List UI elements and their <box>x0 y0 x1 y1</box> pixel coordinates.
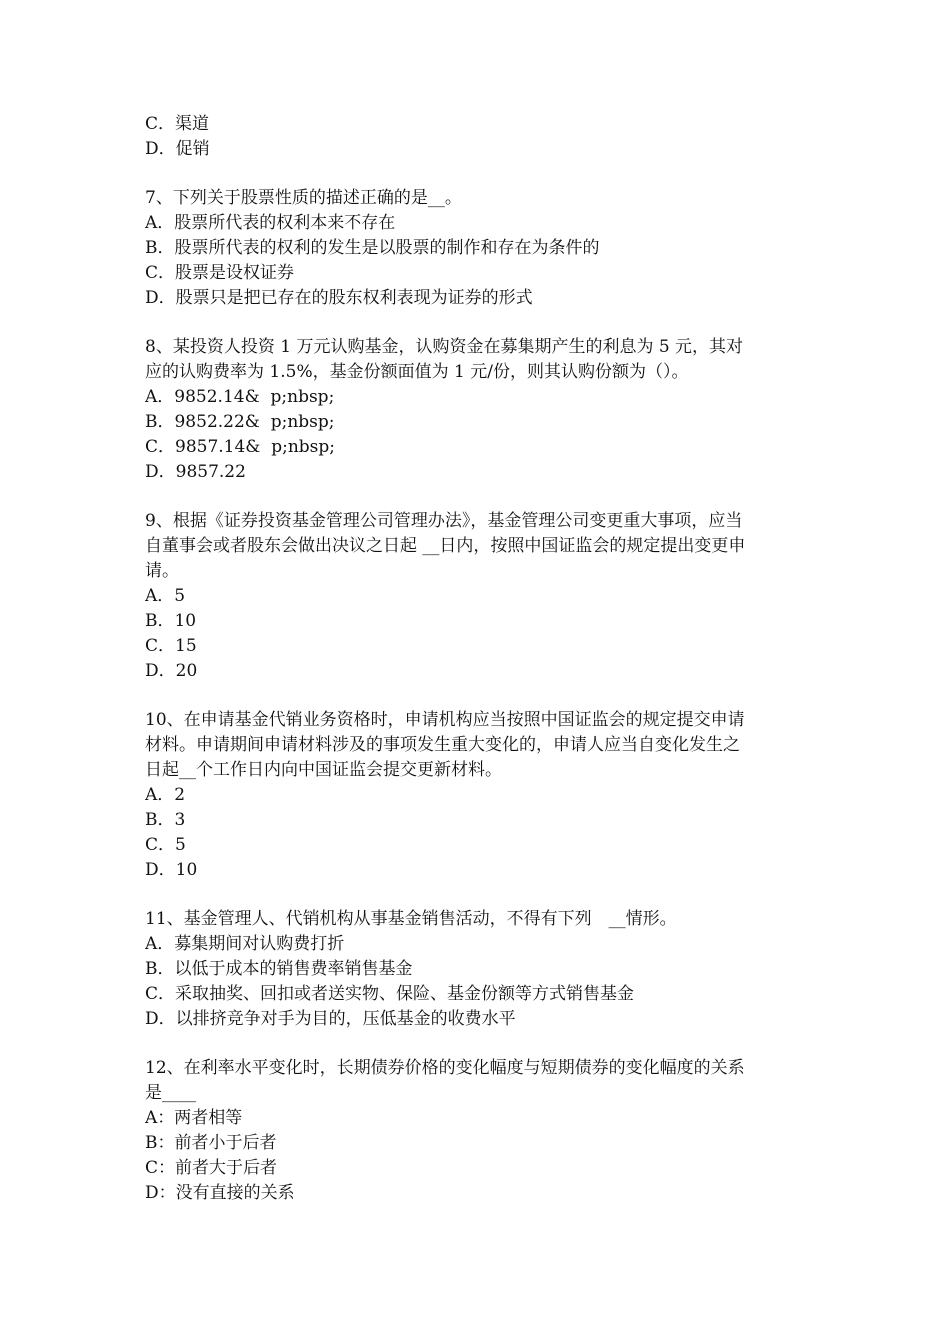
option-a: A．募集期间对认购费打折 <box>145 934 345 954</box>
paragraph-gap <box>145 1032 810 1056</box>
option-c: C．15 <box>145 636 197 656</box>
option-d: D．10 <box>145 860 198 880</box>
option-d: D．20 <box>145 661 198 681</box>
question-stem-cont: 日起__个工作日内向中国证监会提交更新材料。 <box>145 760 502 780</box>
question-stem-cont: 材料。申请期间申请材料涉及的事项发生重大变化的，申请人应当自变化发生之 <box>145 735 740 755</box>
option-d: D：没有直接的关系 <box>145 1183 295 1203</box>
option-d: D．促销 <box>145 139 210 159</box>
question-stem: 9、根据《证券投资基金管理公司管理办法》，基金管理公司变更重大事项，应当 <box>145 511 743 531</box>
option-b: B．9852.22& p;nbsp; <box>145 412 335 432</box>
question-stem-cont: 自董事会或者股东会做出决议之日起 __日内，按照中国证监会的规定提出变更申 <box>145 536 746 556</box>
question-stem-cont: 是____ <box>145 1083 196 1103</box>
option-a: A．股票所代表的权利本来不存在 <box>145 213 396 233</box>
question-stem-cont: 请。 <box>145 561 179 581</box>
question-7 <box>145 186 810 311</box>
paragraph-gap <box>145 485 810 509</box>
question-stem: 10、在申请基金代销业务资格时，申请机构应当按照中国证监会的规定提交申请 <box>145 710 745 730</box>
option-c: C．9857.14& p;nbsp; <box>145 437 336 457</box>
option-d: D．以排挤竞争对手为目的，压低基金的收费水平 <box>145 1009 516 1029</box>
option-c: C．5 <box>145 835 186 855</box>
option-c: C．采取抽奖、回扣或者送实物、保险、基金份额等方式销售基金 <box>145 984 635 1004</box>
option-b: B．3 <box>145 810 186 830</box>
question-12 <box>145 1056 810 1206</box>
option-d: D．9857.22 <box>145 462 246 482</box>
question-10 <box>145 708 810 883</box>
question-stem: 8、某投资人投资 1 万元认购基金，认购资金在募集期产生的利息为 5 元，其对 <box>145 337 744 357</box>
document-page <box>145 112 810 1206</box>
option-c: C．渠道 <box>145 114 210 134</box>
question-stem: 7、下列关于股票性质的描述正确的是__。 <box>145 188 462 208</box>
option-c: C：前者大于后者 <box>145 1158 278 1178</box>
question-stem-cont: 应的认购费率为 1.5%，基金份额面值为 1 元/份，则其认购份额为（）。 <box>145 362 689 382</box>
question-9 <box>145 509 810 684</box>
question-stem: 12、在利率水平变化时，长期债券价格的变化幅度与短期债券的变化幅度的关系 <box>145 1058 745 1078</box>
question-8 <box>145 335 810 485</box>
option-d: D．股票只是把已存在的股东权利表现为证券的形式 <box>145 288 533 308</box>
option-a: A．5 <box>145 586 186 606</box>
option-a: A：两者相等 <box>145 1108 243 1128</box>
option-b: B．以低于成本的销售费率销售基金 <box>145 959 413 979</box>
paragraph-gap <box>145 311 810 335</box>
option-a: A．9852.14& p;nbsp; <box>145 387 335 407</box>
question-6-options-tail <box>145 112 810 162</box>
option-b: B：前者小于后者 <box>145 1133 277 1153</box>
option-b: B．10 <box>145 611 197 631</box>
option-b: B．股票所代表的权利的发生是以股票的制作和存在为条件的 <box>145 238 600 258</box>
paragraph-gap <box>145 162 810 186</box>
question-stem: 11、基金管理人、代销机构从事基金销售活动，不得有下列 __情形。 <box>145 909 677 929</box>
question-11 <box>145 907 810 1032</box>
paragraph-gap <box>145 684 810 708</box>
option-c: C．股票是设权证券 <box>145 263 295 283</box>
paragraph-gap <box>145 883 810 907</box>
option-a: A．2 <box>145 785 186 805</box>
